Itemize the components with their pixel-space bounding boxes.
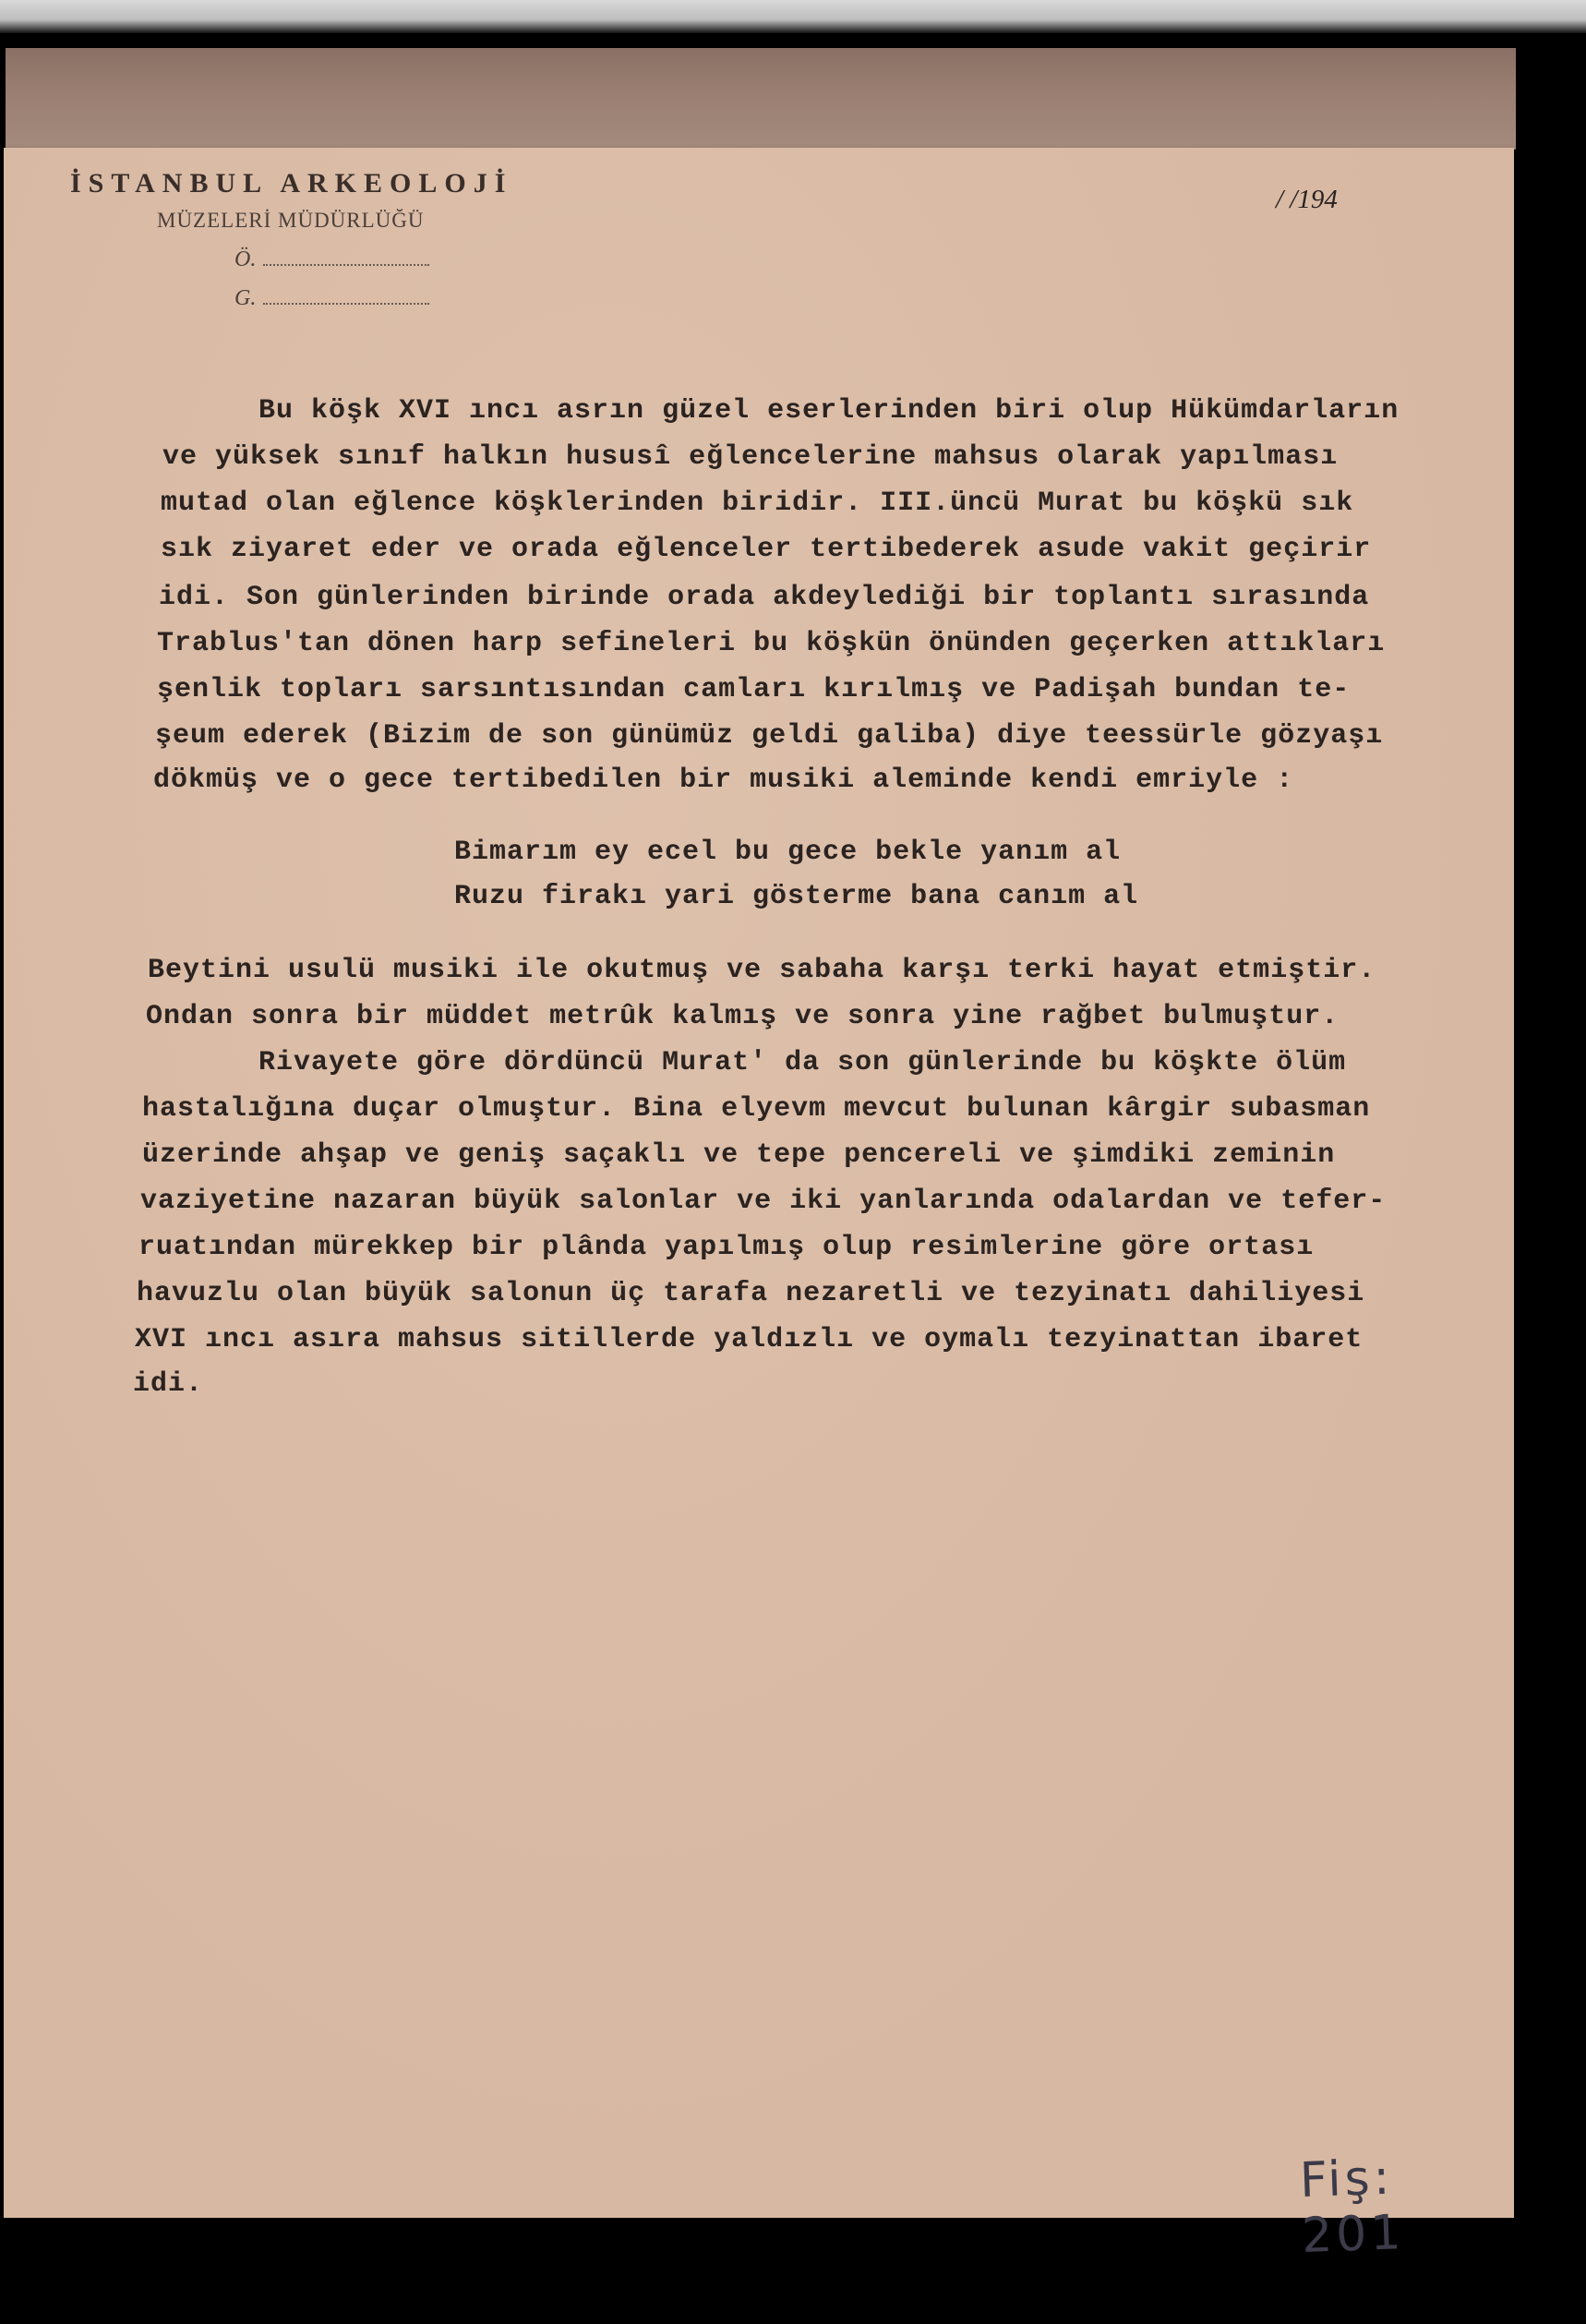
handwritten-fis-number: Fiş: 201 [1298,2149,1406,2264]
verse-line: Bimarım ey ecel bu gece bekle yanım al [454,837,1122,868]
paragraph2-line: Beytini usulü musiki ile okutmuş ve sabaha karşı terki hayat etmiştir. [148,955,1376,986]
paragraph3-line: Rivayete göre dördüncü Murat' da son günlerinde bu köşkte ölüm [258,1047,1347,1078]
paragraph1-line: ve yüksek sınıf halkın hususî eğlencelerine mahsus olarak yapılması [162,441,1339,473]
paragraph3-line: havuzlu olan büyük salonun üç tarafa nezaretli ve tezyinatı dahiliyesi [137,1278,1365,1309]
institution-name: İSTANBUL ARKEOLOJİ [70,168,513,199]
paragraph1-line: sık ziyaret eder ve orada eğlenceler tertibederek asude vakit geçirir [161,534,1372,565]
paragraph1-line: idi. Son günlerinden birinde orada akdeylediği bir toplantı sırasında [159,582,1370,613]
blank-line-g [263,303,429,305]
paragraph1-line: mutad olan eğlence köşklerinden biridir. III.üncü Murat bu köşkü sık [161,488,1354,519]
paragraph2-line: Ondan sonra bir müddet metrûk kalmış ve sonra yine rağbet bulmuştur. [146,1001,1340,1032]
reference-number: / /194 [1276,185,1338,214]
paragraph3-line: vaziyetine nazaran büyük salonlar ve iki yanlarında odalardan ve tefer- [140,1186,1387,1217]
blank-line-o [263,264,429,266]
directorate-name: MÜZELERİ MÜDÜRLÜĞÜ [157,209,425,232]
paragraph1-line: şenlik topları sarsıntısından camları kırılmış ve Padişah bundan te- [157,674,1351,705]
verse-line: Ruzu firakı yari gösterme bana canım al [454,881,1139,912]
header-line-g [234,286,429,311]
paragraph1-line: dökmüş ve o gece tertibedilen bir musiki aleminde kendi emriyle : [153,765,1294,796]
paragraph3-line: üzerinde ahşap ve geniş saçaklı ve tepe pencereli ve şimdiki zeminin [142,1139,1336,1171]
paragraph1-line: şeum ederek (Bizim de son günümüz geldi galiba) diye teessürle gözyaşı [155,720,1384,752]
header-line-o [234,247,429,272]
paragraph1-line: Trablus'tan dönen harp sefineleri bu köşkün önünden geçerken attıkları [157,628,1386,659]
paragraph3-line: idi. [133,1368,204,1400]
header-line-g-label: G. [234,286,257,310]
scanner-edge [0,0,1586,33]
paragraph3-line: ruatından mürekkep bir plânda yapılmış olup resimlerine göre ortası [138,1232,1315,1263]
document-page [4,148,1514,2264]
paragraph3-line: XVI ıncı asıra mahsus sitillerde yaldızlı ve oymalı tezyinattan ibaret [135,1324,1364,1355]
paragraph3-line: hastalığına duçar olmuştur. Bina elyevm mevcut bulunan kârgir subasman [142,1093,1371,1125]
header-line-o-label: Ö. [234,247,257,271]
folded-paper-edge [6,48,1516,150]
paragraph1-line: Bu köşk XVI ıncı asrın güzel eserlerinden biri olup Hükümdarların [258,395,1400,427]
